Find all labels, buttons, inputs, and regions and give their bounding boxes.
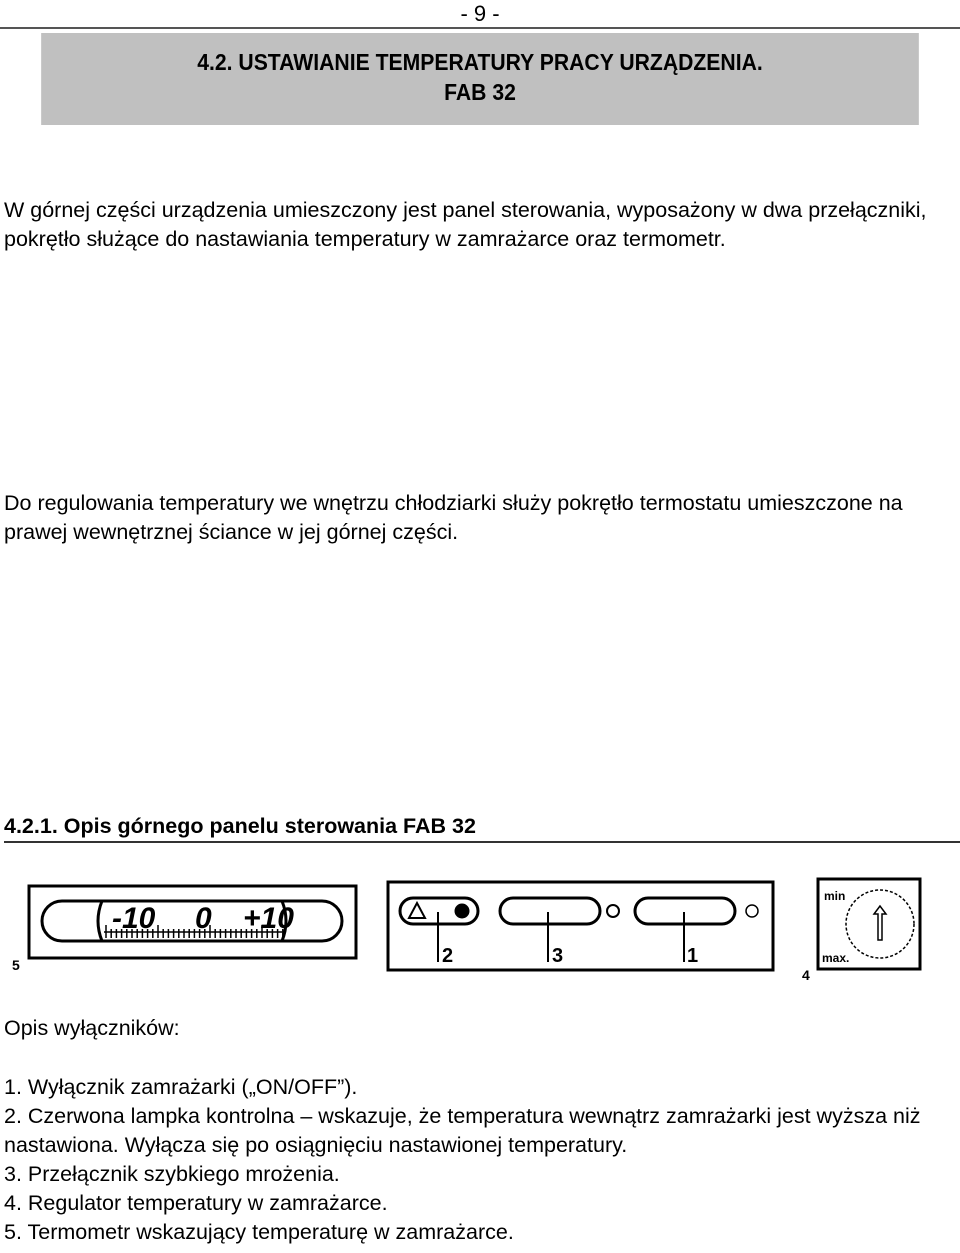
red-lamp-icon [456, 905, 468, 917]
thermometer [29, 886, 356, 958]
thermometer-plus-label: +10 [243, 902, 294, 935]
list-item: 3. Przełącznik szybkiego mrożenia. [4, 1162, 340, 1186]
power-indicator-icon [746, 905, 758, 917]
regulator-min-label[interactable]: min [824, 889, 846, 903]
paragraph-thermostat: Do regulowania temperatury we wnętrzu chłodziarki służy pokrętło termostatu umieszczone na prawej wewnętrznej ściance w jej górnej części. [4, 491, 903, 544]
subsection-heading: 4.2.1. Opis górnego panelu sterowania FAB 32 [4, 812, 960, 843]
callout-2: 2 [442, 945, 454, 967]
list-item: 4. Regulator temperatury w zamrażarce. [4, 1191, 388, 1215]
callout-5: 5 [12, 957, 20, 973]
regulator-knob [846, 890, 914, 958]
page-number: - 9 - [460, 1, 500, 26]
header-rule [0, 27, 960, 29]
callout-3: 3 [552, 945, 564, 967]
warning-triangle-icon [409, 903, 425, 918]
thermometer-minus-label: -10 [112, 902, 156, 935]
regulator-arrow-icon [874, 906, 886, 940]
control-panel-diagram [0, 870, 960, 990]
thermometer-zero-label: 0 [195, 902, 212, 935]
fast-freeze-switch [500, 898, 600, 924]
list-item: 5. Termometr wskazujący temperaturę w zamrażarce. [4, 1220, 514, 1244]
section-title: 4.2. USTAWIANIE TEMPERATURY PRACY URZĄDZENIA. [197, 49, 763, 75]
list-item: 1. Wyłącznik zamrażarki („ON/OFF”). [4, 1075, 358, 1099]
section-title-box [41, 33, 919, 125]
snowflake-icon [607, 905, 619, 917]
regulator-max-label[interactable]: max. [822, 951, 850, 965]
callout-4: 4 [802, 967, 810, 983]
switches-heading: Opis wyłączników: [4, 1016, 180, 1040]
list-item: 2. Czerwona lampka kontrolna – wskazuje, że temperatura wewnątrz zamrażarki jest wyższa niż nastawiona. Wyłącza się po osiągnięciu nastawionej temperatury. [4, 1104, 921, 1157]
section-subtitle: FAB 32 [444, 79, 516, 105]
switches-list [4, 1073, 960, 1247]
paragraph-intro: W górnej części urządzenia umieszczony jest panel sterowania, wyposażony w dwa przełączniki, pokrętło służące do nastawiania temperatury w zamrażarce oraz termometr. [4, 198, 927, 251]
callout-1: 1 [687, 945, 699, 967]
